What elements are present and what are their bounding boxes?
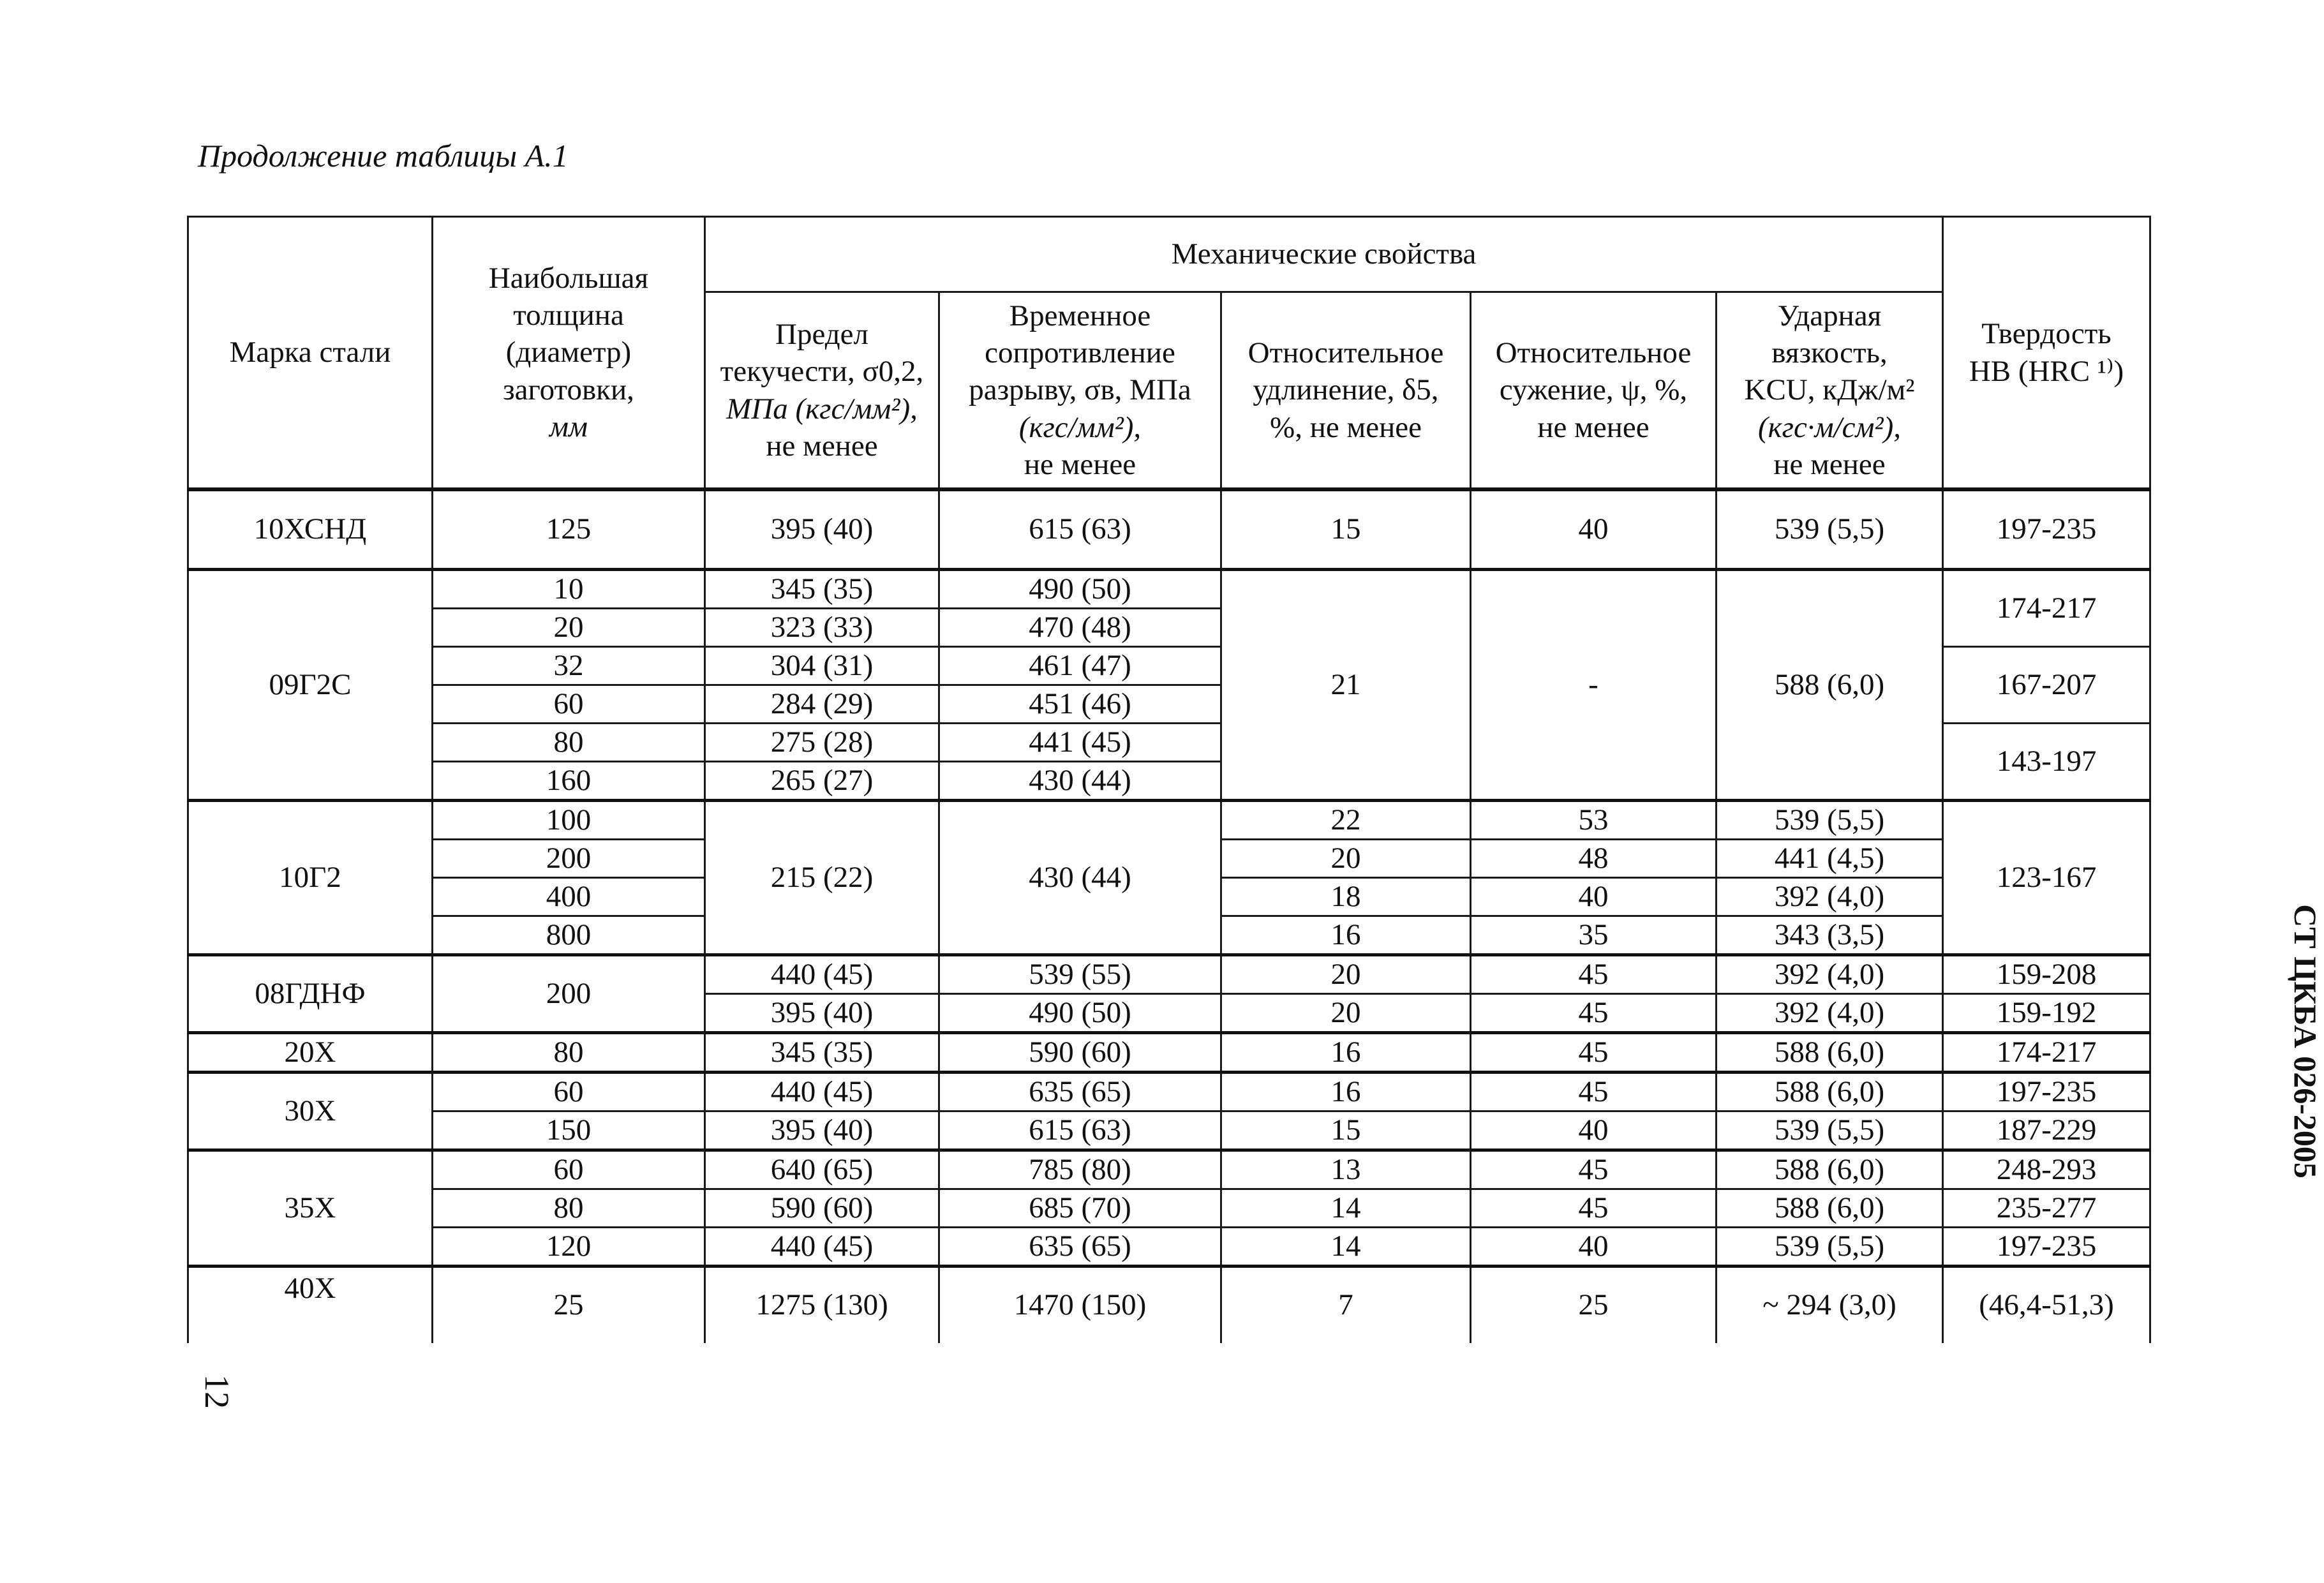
header-yield-strength: Предел текучести, σ0,2, МПа (кгс/мм²), не менее bbox=[705, 292, 939, 490]
impact-cell: 588 (6,0) bbox=[1717, 1189, 1943, 1228]
thickness-cell: 25 bbox=[433, 1267, 705, 1344]
grade-cell: 09Г2С bbox=[188, 570, 433, 801]
thickness-cell: 160 bbox=[433, 762, 705, 801]
impact-cell: 539 (5,5) bbox=[1717, 489, 1943, 570]
impact-cell: 392 (4,0) bbox=[1717, 955, 1943, 994]
yield-cell: 304 (31) bbox=[705, 647, 939, 685]
elongation-cell: 14 bbox=[1221, 1189, 1471, 1228]
header-reduction: Относительное сужение, ψ, %, не менее bbox=[1471, 292, 1717, 490]
hardness-cell: 159-192 bbox=[1943, 994, 2150, 1033]
reduction-cell: 35 bbox=[1471, 916, 1717, 955]
elongation-cell: 15 bbox=[1221, 489, 1471, 570]
mechanical-properties-table bbox=[187, 216, 2151, 1343]
tensile-cell: 615 (63) bbox=[939, 1111, 1221, 1150]
header-tensile-strength: Временное сопротивление разрыву, σв, МПа (кгс/мм²), не менее bbox=[939, 292, 1221, 490]
yield-cell: 284 (29) bbox=[705, 685, 939, 724]
table-row bbox=[188, 570, 2150, 609]
table-row bbox=[188, 489, 2150, 570]
table-row bbox=[188, 1111, 2150, 1150]
reduction-cell: 40 bbox=[1471, 1228, 1717, 1267]
impact-cell: 588 (6,0) bbox=[1717, 1073, 1943, 1111]
table-row bbox=[188, 1150, 2150, 1189]
table-row bbox=[188, 955, 2150, 994]
impact-cell: 539 (5,5) bbox=[1717, 1228, 1943, 1267]
impact-cell: 392 (4,0) bbox=[1717, 878, 1943, 916]
yield-cell: 640 (65) bbox=[705, 1150, 939, 1189]
impact-cell: 539 (5,5) bbox=[1717, 1111, 1943, 1150]
thickness-cell: 32 bbox=[433, 647, 705, 685]
table-row bbox=[188, 1073, 2150, 1111]
impact-cell: ~ 294 (3,0) bbox=[1717, 1267, 1943, 1344]
reduction-cell: - bbox=[1471, 570, 1717, 801]
hardness-cell: 187-229 bbox=[1943, 1111, 2150, 1150]
thickness-cell: 80 bbox=[433, 1033, 705, 1073]
document-id: СТ ЦКБА 026-2005 bbox=[2288, 904, 2323, 1178]
elongation-cell: 16 bbox=[1221, 1033, 1471, 1073]
hardness-cell: 174-217 bbox=[1943, 1033, 2150, 1073]
yield-cell: 323 (33) bbox=[705, 609, 939, 647]
thickness-cell: 80 bbox=[433, 1189, 705, 1228]
impact-cell: 392 (4,0) bbox=[1717, 994, 1943, 1033]
elongation-cell: 14 bbox=[1221, 1228, 1471, 1267]
grade-cell: 20Х bbox=[188, 1033, 433, 1073]
hardness-cell: 143-197 bbox=[1943, 724, 2150, 801]
tensile-cell: 441 (45) bbox=[939, 724, 1221, 762]
thickness-cell: 120 bbox=[433, 1228, 705, 1267]
thickness-cell: 60 bbox=[433, 1073, 705, 1111]
thickness-cell: 150 bbox=[433, 1111, 705, 1150]
yield-cell: 1275 (130) bbox=[705, 1267, 939, 1344]
thickness-cell: 125 bbox=[433, 489, 705, 570]
yield-cell: 275 (28) bbox=[705, 724, 939, 762]
thickness-cell: 80 bbox=[433, 724, 705, 762]
hardness-cell: 123-167 bbox=[1943, 801, 2150, 955]
grade-cell: 35Х bbox=[188, 1150, 433, 1267]
thickness-cell: 10 bbox=[433, 570, 705, 609]
tensile-cell: 615 (63) bbox=[939, 489, 1221, 570]
elongation-cell: 21 bbox=[1221, 570, 1471, 801]
reduction-cell: 40 bbox=[1471, 878, 1717, 916]
tensile-cell: 590 (60) bbox=[939, 1033, 1221, 1073]
hardness-cell: 248-293 bbox=[1943, 1150, 2150, 1189]
elongation-cell: 20 bbox=[1221, 955, 1471, 994]
header-hardness: Твердость НВ (HRC ¹⁾) bbox=[1943, 217, 2150, 490]
elongation-cell: 16 bbox=[1221, 916, 1471, 955]
tensile-cell: 490 (50) bbox=[939, 570, 1221, 609]
table-row bbox=[188, 1033, 2150, 1073]
hardness-cell: 197-235 bbox=[1943, 489, 2150, 570]
yield-cell: 395 (40) bbox=[705, 1111, 939, 1150]
yield-cell: 345 (35) bbox=[705, 570, 939, 609]
hardness-cell: 174-217 bbox=[1943, 570, 2150, 647]
table-caption: Продолжение таблицы А.1 bbox=[198, 138, 569, 174]
reduction-cell: 45 bbox=[1471, 1073, 1717, 1111]
header-impact-strength: Ударная вязкость, KCU, кДж/м² (кгс·м/см²), не менее bbox=[1717, 292, 1943, 490]
yield-cell: 215 (22) bbox=[705, 801, 939, 955]
tensile-cell: 461 (47) bbox=[939, 647, 1221, 685]
elongation-cell: 18 bbox=[1221, 878, 1471, 916]
grade-cell: 40Х bbox=[188, 1267, 433, 1344]
hardness-cell: 197-235 bbox=[1943, 1228, 2150, 1267]
elongation-cell: 15 bbox=[1221, 1111, 1471, 1150]
tensile-cell: 1470 (150) bbox=[939, 1267, 1221, 1344]
thickness-cell: 800 bbox=[433, 916, 705, 955]
yield-cell: 395 (40) bbox=[705, 994, 939, 1033]
impact-cell: 343 (3,5) bbox=[1717, 916, 1943, 955]
hardness-cell: 197-235 bbox=[1943, 1073, 2150, 1111]
impact-cell: 441 (4,5) bbox=[1717, 840, 1943, 878]
header-elongation: Относительное удлинение, δ5, %, не менее bbox=[1221, 292, 1471, 490]
hardness-cell: 159-208 bbox=[1943, 955, 2150, 994]
yield-cell: 345 (35) bbox=[705, 1033, 939, 1073]
yield-cell: 265 (27) bbox=[705, 762, 939, 801]
page-number: 12 bbox=[198, 1374, 236, 1409]
header-grade: Марка стали bbox=[188, 217, 433, 490]
reduction-cell: 40 bbox=[1471, 1111, 1717, 1150]
grade-cell: 30Х bbox=[188, 1073, 433, 1150]
tensile-cell: 635 (65) bbox=[939, 1073, 1221, 1111]
thickness-cell: 200 bbox=[433, 840, 705, 878]
thickness-cell: 60 bbox=[433, 685, 705, 724]
reduction-cell: 45 bbox=[1471, 955, 1717, 994]
thickness-cell: 400 bbox=[433, 878, 705, 916]
yield-cell: 440 (45) bbox=[705, 1228, 939, 1267]
header-mechanical-properties: Механические свойства bbox=[705, 217, 1943, 292]
table-row bbox=[188, 1267, 2150, 1344]
elongation-cell: 13 bbox=[1221, 1150, 1471, 1189]
tensile-cell: 785 (80) bbox=[939, 1150, 1221, 1189]
tensile-cell: 430 (44) bbox=[939, 801, 1221, 955]
reduction-cell: 45 bbox=[1471, 1189, 1717, 1228]
elongation-cell: 20 bbox=[1221, 994, 1471, 1033]
elongation-cell: 20 bbox=[1221, 840, 1471, 878]
header-thickness: Наибольшая толщина (диаметр) заготовки, мм bbox=[433, 217, 705, 490]
reduction-cell: 25 bbox=[1471, 1267, 1717, 1344]
table-row bbox=[188, 1228, 2150, 1267]
thickness-cell: 60 bbox=[433, 1150, 705, 1189]
hardness-cell: 167-207 bbox=[1943, 647, 2150, 724]
tensile-cell: 430 (44) bbox=[939, 762, 1221, 801]
tensile-cell: 685 (70) bbox=[939, 1189, 1221, 1228]
yield-cell: 440 (45) bbox=[705, 1073, 939, 1111]
tensile-cell: 490 (50) bbox=[939, 994, 1221, 1033]
yield-cell: 440 (45) bbox=[705, 955, 939, 994]
yield-cell: 590 (60) bbox=[705, 1189, 939, 1228]
hardness-cell: 235-277 bbox=[1943, 1189, 2150, 1228]
impact-cell: 588 (6,0) bbox=[1717, 1033, 1943, 1073]
impact-cell: 539 (5,5) bbox=[1717, 801, 1943, 840]
table-row bbox=[188, 1189, 2150, 1228]
reduction-cell: 45 bbox=[1471, 1033, 1717, 1073]
tensile-cell: 451 (46) bbox=[939, 685, 1221, 724]
grade-cell: 10ХСНД bbox=[188, 489, 433, 570]
yield-cell: 395 (40) bbox=[705, 489, 939, 570]
tensile-cell: 539 (55) bbox=[939, 955, 1221, 994]
hardness-cell: (46,4-51,3) bbox=[1943, 1267, 2150, 1344]
impact-cell: 588 (6,0) bbox=[1717, 570, 1943, 801]
tensile-cell: 470 (48) bbox=[939, 609, 1221, 647]
thickness-cell: 200 bbox=[433, 955, 705, 1033]
reduction-cell: 40 bbox=[1471, 489, 1717, 570]
table-row bbox=[188, 801, 2150, 840]
grade-cell: 10Г2 bbox=[188, 801, 433, 955]
impact-cell: 588 (6,0) bbox=[1717, 1150, 1943, 1189]
elongation-cell: 22 bbox=[1221, 801, 1471, 840]
thickness-cell: 100 bbox=[433, 801, 705, 840]
reduction-cell: 45 bbox=[1471, 994, 1717, 1033]
grade-cell: 08ГДНФ bbox=[188, 955, 433, 1033]
elongation-cell: 16 bbox=[1221, 1073, 1471, 1111]
reduction-cell: 53 bbox=[1471, 801, 1717, 840]
tensile-cell: 635 (65) bbox=[939, 1228, 1221, 1267]
thickness-cell: 20 bbox=[433, 609, 705, 647]
elongation-cell: 7 bbox=[1221, 1267, 1471, 1344]
reduction-cell: 48 bbox=[1471, 840, 1717, 878]
reduction-cell: 45 bbox=[1471, 1150, 1717, 1189]
